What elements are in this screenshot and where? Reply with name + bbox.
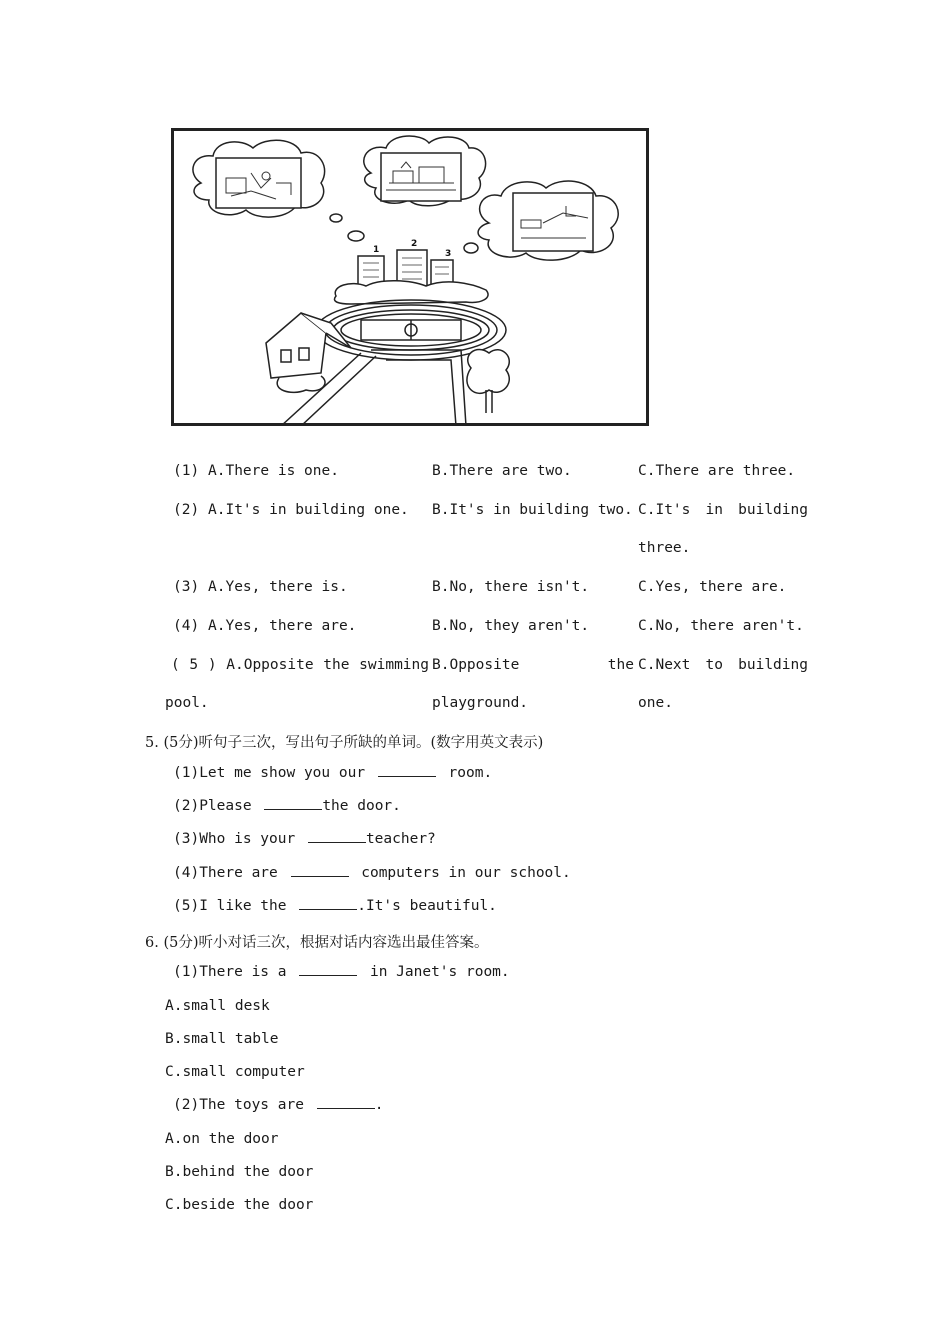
q6-sub1: (1)There is a in Janet's room.	[173, 964, 510, 980]
q6-heading	[145, 931, 489, 952]
q4-opt2-a[interactable]: A.It's in building one.	[208, 502, 409, 518]
q6-number: 6.	[145, 935, 159, 951]
q4-opt4-num: (4)	[173, 618, 200, 634]
answer-blank[interactable]	[264, 808, 322, 810]
q4-opt2-num: (2)	[173, 502, 200, 518]
q6-sub2-option-c[interactable]: C.beside the door	[165, 1197, 314, 1213]
q6-sub1-option-a[interactable]: A.small desk	[165, 998, 270, 1014]
q4-opt1-num: (1)	[173, 463, 200, 479]
q6-score: (5分)	[163, 935, 199, 951]
campus-illustration	[171, 128, 649, 426]
q4-opt3-b[interactable]: B.No, there isn't.	[432, 579, 590, 595]
q6-instruction: 听小对话三次，根据对话内容选出最佳答案。	[198, 935, 489, 951]
q5-heading	[145, 731, 543, 752]
q4-opt5-b-cont: playground.	[432, 695, 529, 711]
answer-blank[interactable]	[291, 875, 349, 877]
q5-item-1: (1)Let me show you our room.	[173, 765, 493, 781]
q4-opt4-a[interactable]: A.Yes, there are.	[208, 618, 357, 634]
building-label-2: 2	[411, 239, 418, 249]
q4-opt5-b[interactable]: B.Opposite the	[432, 657, 634, 673]
q5-number: 5.	[145, 735, 159, 751]
q4-opt3-c[interactable]: C.Yes, there are.	[638, 579, 787, 595]
q4-opt5-c[interactable]: C.Next to building	[638, 657, 808, 673]
q4-opt1-c[interactable]: C.There are three.	[638, 463, 796, 479]
answer-blank[interactable]	[299, 908, 357, 910]
q4-opt2-c-cont: three.	[638, 540, 691, 556]
q6-sub1-option-c[interactable]: C.small computer	[165, 1064, 305, 1080]
q5-score: (5分)	[163, 735, 199, 751]
q6-sub2-option-b[interactable]: B.behind the door	[165, 1164, 314, 1180]
q6-sub2: (2)The toys are .	[173, 1097, 384, 1113]
q4-opt5-a[interactable]: ( 5 ) A.Opposite the swimming	[171, 657, 429, 673]
q4-opt5-c-cont: one.	[638, 695, 673, 711]
q4-opt2-b[interactable]: B.It's in building two.	[432, 502, 633, 518]
q4-opt1-a[interactable]: A.There is one.	[208, 463, 339, 479]
q4-opt3-a[interactable]: A.Yes, there is.	[208, 579, 348, 595]
answer-blank[interactable]	[308, 841, 366, 843]
q5-item-2: (2)Please the door.	[173, 798, 401, 814]
q4-opt4-c[interactable]: C.No, there aren't.	[638, 618, 804, 634]
answer-blank[interactable]	[299, 974, 357, 976]
q5-instruction: 听句子三次，写出句子所缺的单词。(数字用英文表示)	[198, 735, 544, 751]
q5-item-4: (4)There are computers in our school.	[173, 865, 571, 881]
q6-sub1-option-b[interactable]: B.small table	[165, 1031, 279, 1047]
q6-sub2-option-a[interactable]: A.on the door	[165, 1131, 279, 1147]
q4-opt4-b[interactable]: B.No, they aren't.	[432, 618, 590, 634]
q4-opt3-num: (3)	[173, 579, 200, 595]
q4-opt1-b[interactable]: B.There are two.	[432, 463, 572, 479]
building-label-3: 3	[445, 249, 452, 259]
q4-opt5-a-cont: pool.	[165, 695, 209, 711]
answer-blank[interactable]	[317, 1107, 375, 1109]
q5-item-3: (3)Who is your teacher?	[173, 831, 436, 847]
answer-blank[interactable]	[378, 775, 436, 777]
q4-opt2-c[interactable]: C.It's in building	[638, 502, 808, 518]
q5-item-5: (5)I like the .It's beautiful.	[173, 898, 497, 914]
building-label-1: 1	[373, 245, 380, 255]
